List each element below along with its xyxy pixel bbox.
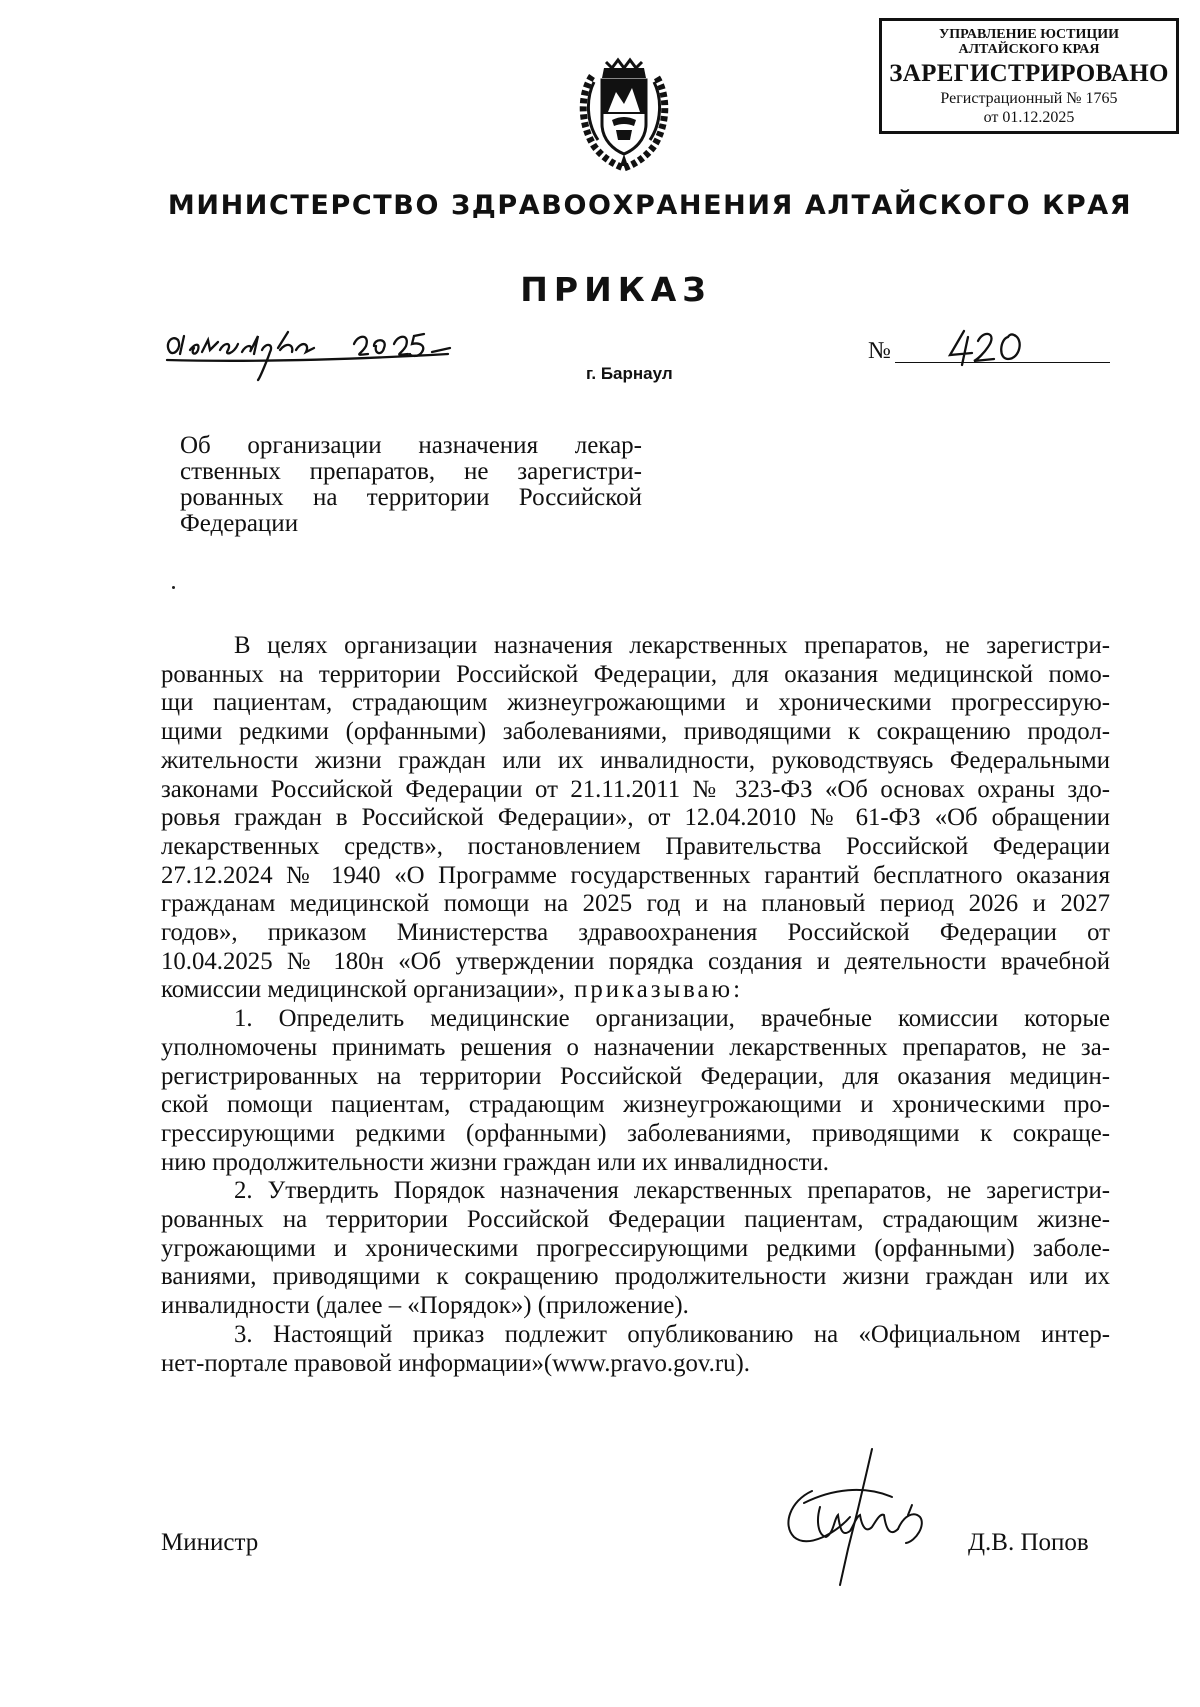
scan-speck <box>172 586 175 589</box>
body-line: жительности жизни граждан или их инвалидности, руководствуясь Федеральными <box>161 746 1110 774</box>
subject-line: Об организации назначения лекар- <box>180 432 642 459</box>
body-line: щими редкими (орфанными) заболеваниями, приводящими к сокращению продол- <box>161 718 1110 746</box>
stamp-agency-line1: УПРАВЛЕНИЕ ЮСТИЦИИ <box>939 27 1119 42</box>
registration-stamp <box>879 18 1179 134</box>
stamp-status: ЗАРЕГИСТРИРОВАНО <box>889 60 1169 87</box>
subject-line: рованных на территории Российской <box>180 484 642 511</box>
body-line-text: комиссии медицинской организации», <box>161 976 565 1004</box>
coat-of-arms-icon <box>572 54 676 174</box>
stamp-reg-number: Регистрационный № 1765 <box>940 90 1118 107</box>
signer-name: Д.В. Попов <box>968 1529 1089 1556</box>
body-line: законами Российской Федерации от 21.11.2011 № 323-ФЗ «Об основах охраны здо- <box>161 775 1110 803</box>
body-line: щи пациентам, страдающим жизнеугрожающими и хроническими прогрессирую- <box>161 689 1110 717</box>
decree-word: приказываю: <box>564 976 743 1004</box>
item-2-line: 2. Утвердить Порядок назначения лекарственных препаратов, не зарегистри- <box>234 1177 1110 1205</box>
body-line: 27.12.2024 № 1940 «О Программе государственных гарантий бесплатного оказания <box>161 861 1110 889</box>
subject-line: Федерации <box>180 510 299 537</box>
body-line: В целях организации назначения лекарственных препаратов, не зарегистри- <box>234 632 1110 659</box>
item-2-line: рованных на территории Российской Федерации пациентам, страдающим жизне- <box>161 1206 1110 1234</box>
stamp-agency-line2: АЛТАЙСКОГО КРАЯ <box>958 42 1100 57</box>
item-1-line: уполномочены принимать решения о назначении лекарственных препаратов, не за- <box>161 1033 1110 1061</box>
city-label: г. Барнаул <box>586 364 673 383</box>
item-1-line: 1. Определить медицинские организации, врачебные комиссии которые <box>234 1005 1110 1033</box>
item-2-line: ваниями, приводящими к сокращению продолжительности жизни граждан или их <box>161 1263 1110 1291</box>
body-line: 10.04.2025 № 180н «Об утверждении порядка создания и деятельности врачебной <box>161 947 1110 975</box>
document-type-title: ПРИКАЗ <box>520 270 712 309</box>
order-body <box>161 632 1110 1378</box>
signer-title: Министр <box>161 1529 259 1556</box>
item-2-line: угрожающими и хроническими прогрессирующими редкими (орфанными) заболе- <box>161 1234 1110 1262</box>
body-line <box>161 976 1110 1005</box>
subject-line: ственных препаратов, не зарегистри- <box>180 458 642 485</box>
handwritten-signature <box>780 1445 930 1590</box>
handwritten-date <box>162 320 502 382</box>
item-3-line: 3. Настоящий приказ подлежит опубликованию на «Официальном интер- <box>234 1320 1110 1348</box>
stamp-reg-date: от 01.12.2025 <box>983 109 1075 126</box>
item-3-line: нет-портале правовой информации»(www.pravo.gov.ru). <box>161 1349 750 1377</box>
body-line: гражданам медицинской помощи на 2025 год и на плановый период 2026 и 2027 <box>161 890 1110 918</box>
item-2-line: инвалидности (далее – «Порядок») (приложение). <box>161 1292 689 1320</box>
number-sign: № <box>868 338 891 364</box>
handwritten-order-number <box>944 325 1039 369</box>
item-1-line: нию продолжительности жизни граждан или их инвалидности. <box>161 1148 829 1176</box>
ministry-name: МИНИСТЕРСТВО ЗДРАВООХРАНЕНИЯ АЛТАЙСКОГО КРАЯ <box>167 190 1133 221</box>
item-1-line: грессирующими редкими (орфанными) заболеваниями, приводящими к сокраще- <box>161 1119 1110 1147</box>
order-subject <box>180 433 642 537</box>
item-1-line: регистрированных на территории Российской Федерации, для оказания медицин- <box>161 1062 1110 1090</box>
body-line: рованных на территории Российской Федерации, для оказания медицинской помо- <box>161 660 1110 688</box>
body-line: ровья граждан в Российской Федерации», от 12.04.2010 № 61-ФЗ «Об обращении <box>161 804 1110 832</box>
body-line: годов», приказом Министерства здравоохранения Российской Федерации от <box>161 919 1110 947</box>
body-line: лекарственных средств», постановлением Правительства Российской Федерации <box>161 832 1110 860</box>
item-1-line: ской помощи пациентам, страдающим жизнеугрожающими и хроническими про- <box>161 1091 1110 1119</box>
